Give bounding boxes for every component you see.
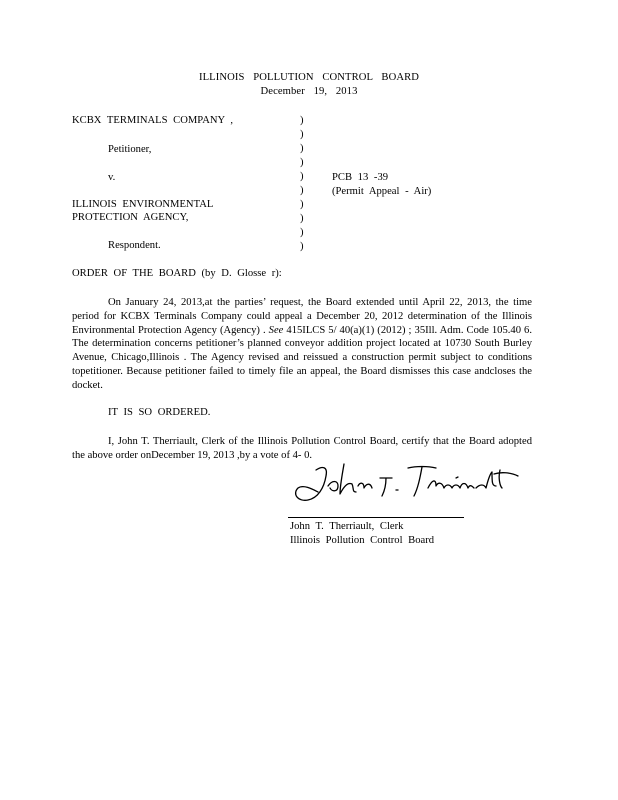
so-ordered: IT IS SO ORDERED. <box>108 407 211 418</box>
body-paragraph-1 <box>72 296 532 393</box>
petitioner-label: Petitioner, <box>108 144 152 155</box>
caption-paren: ) <box>300 227 304 238</box>
paragraph-text: I, John T. Therriault, Clerk of the Illinois Pollution Control Board, certify that the Board adopted the above order onDecember 19, 2013 ,by a vote of 4- 0. <box>72 436 532 461</box>
citation-see: See <box>268 324 284 336</box>
petitioner-name: KCBX TERMINALS COMPANY , <box>72 115 234 126</box>
caption-paren: ) <box>300 115 304 126</box>
caption-paren: ) <box>300 143 304 154</box>
caption-paren: ) <box>300 157 304 168</box>
clerk-name: John T. Therriault, Clerk <box>290 521 404 532</box>
caption-paren: ) <box>300 129 304 140</box>
respondent-label: Respondent. <box>108 240 161 251</box>
versus-label: v. <box>108 172 116 183</box>
caption-paren: ) <box>300 241 304 252</box>
agency-title: ILLINOIS POLLUTION CONTROL BOARD <box>198 72 419 83</box>
case-type: (Permit Appeal - Air) <box>332 186 432 197</box>
caption-paren: ) <box>300 185 304 196</box>
order-heading: ORDER OF THE BOARD (by D. Glosse r): <box>72 268 282 279</box>
signature-line <box>288 517 464 518</box>
handwritten-signature <box>288 456 528 516</box>
clerk-organization: Illinois Pollution Control Board <box>290 535 435 546</box>
caption-paren: ) <box>300 171 304 182</box>
case-number: PCB 13 -39 <box>332 172 389 183</box>
respondent-name-line1: ILLINOIS ENVIRONMENTAL <box>72 199 214 210</box>
caption-paren: ) <box>300 213 304 224</box>
caption-paren: ) <box>300 199 304 210</box>
paragraph-text: 415ILCS 5/ 40(a)(1) (2012) ; 35Ill. Adm. Code 105.40 6. The determination concerns petitioner’s planned conveyor addition project located at 10730 South Burley Avenue, Chicago,Illinois . The Agency revised and reissued a construction permit subject to conditions topetitioner. Because petitioner failed to timely file an appeal, the Board dismisses this case andcloses the docket. <box>72 324 532 391</box>
order-date: December 19, 2013 <box>260 86 358 97</box>
paragraph-text: On January 24, 2013,at the parties’ request, the Board extended until April 22, 2013, the time period for KCBX Terminals Company could appeal a December 20, 2012 determination of the Illinois Environmental Protection Agency (Agency) . <box>72 297 532 336</box>
respondent-name-line2: PROTECTION AGENCY, <box>72 212 189 223</box>
